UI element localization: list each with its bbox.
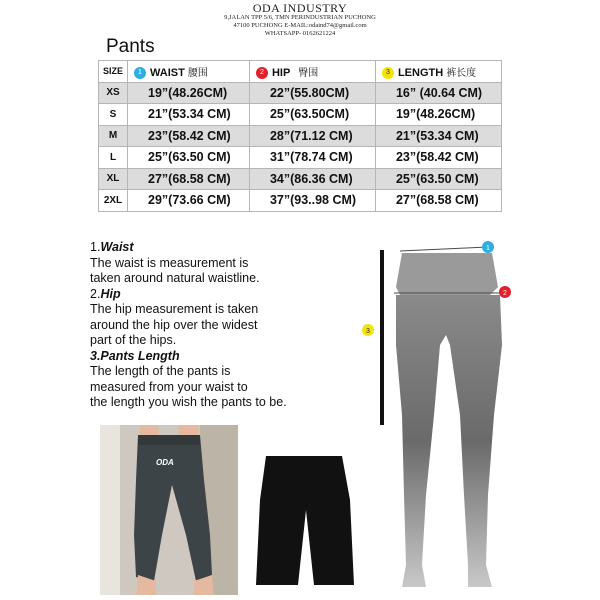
length-measure-bar — [380, 250, 384, 425]
waist-column-header — [128, 61, 250, 83]
hip-marker-badge: 2 — [256, 67, 268, 79]
waist-cell: 27”(68.58 CM) — [128, 168, 250, 190]
waist-cell: 25”(63.50 CM) — [128, 147, 250, 169]
waist-text-line: The waist is measurement is — [90, 255, 249, 270]
hip-column-header — [249, 61, 375, 83]
shorts-illustration — [250, 450, 360, 590]
length-cell: 21”(53.34 CM) — [375, 125, 501, 147]
page-title: Pants — [106, 36, 155, 57]
table-row — [99, 82, 502, 104]
waist-cell: 19”(48.26CM) — [128, 82, 250, 104]
table-row — [99, 104, 502, 126]
measurement-diagram — [360, 235, 530, 595]
size-chart-table — [98, 60, 502, 212]
hip-cell: 28”(71.12 CM) — [249, 125, 375, 147]
company-header — [170, 2, 430, 38]
waist-heading-number: 1. — [90, 240, 101, 254]
size-cell: XS — [99, 82, 128, 104]
hip-cell: 34”(86.36 CM) — [249, 168, 375, 190]
company-name: ODA INDUSTRY — [252, 1, 348, 15]
waist-text-line: taken around natural waistline. — [90, 271, 260, 285]
hip-cell: 25”(63.50CM) — [249, 104, 375, 126]
waist-cell: 23”(58.42 CM) — [128, 125, 250, 147]
hip-text-line: part of the hips. — [90, 333, 177, 347]
waist-heading — [90, 240, 370, 256]
size-cell: S — [99, 104, 128, 126]
photo-wall — [100, 425, 120, 595]
hip-text-line: around the hip over the widest — [90, 317, 258, 332]
size-cell: 2XL — [99, 190, 128, 212]
hip-cell: 37”(93..98 CM) — [249, 190, 375, 212]
length-text-line: The length of the pants is — [90, 364, 231, 378]
model-photo — [100, 425, 238, 595]
hip-header-chinese: 臀围 — [298, 67, 319, 79]
hip-heading-number: 2. — [90, 286, 101, 301]
size-column-header: SIZE — [99, 61, 128, 83]
size-cell: M — [99, 125, 128, 147]
measurement-instructions — [90, 240, 370, 411]
diagram-legs — [396, 295, 502, 587]
waist-cell: 21”(53.34 CM) — [128, 104, 250, 126]
length-cell: 16” (40.64 CM) — [375, 82, 501, 104]
company-whatsapp: WHATSAPP- 0162621224 — [264, 30, 336, 37]
length-marker-number: 3 — [366, 328, 370, 335]
length-column-header — [375, 61, 501, 83]
company-address-line-1: 9,JALAN TPP 5/6, TMN PERINDUSTRIAN PUCHONG — [224, 14, 376, 21]
table-header-row — [99, 61, 502, 83]
length-header-label: LENGTH — [397, 66, 444, 79]
length-marker-badge: 3 — [382, 67, 394, 79]
length-text-line: measured from your waist to — [90, 379, 248, 394]
length-text-line: the length you wish the pants to be. — [90, 395, 287, 409]
waist-marker-number: 1 — [486, 245, 490, 252]
waist-marker-badge: 1 — [134, 67, 146, 79]
hip-header-label: HIP — [271, 66, 291, 79]
waist-header-chinese: 腰围 — [187, 67, 208, 79]
length-cell: 19”(48.26CM) — [375, 104, 501, 126]
hip-text-line: The hip measurement is taken — [90, 302, 259, 316]
table-row — [99, 147, 502, 169]
company-address-line-2: 47100 PUCHONG E-MAIL:odaind74@gmail.com — [233, 22, 367, 29]
waist-heading-title: Waist — [100, 240, 134, 254]
hip-heading-title: Hip — [100, 286, 121, 301]
length-header-chinese: 裤长度 — [446, 67, 477, 79]
length-cell: 25”(63.50 CM) — [375, 168, 501, 190]
size-cell: L — [99, 147, 128, 169]
length-cell: 23”(58.42 CM) — [375, 147, 501, 169]
table-row — [99, 168, 502, 190]
hip-cell: 31”(78.74 CM) — [249, 147, 375, 169]
waist-header-label: WAIST — [150, 66, 185, 79]
model-waistband — [138, 435, 200, 445]
pants-logo: ODA — [156, 458, 174, 467]
waist-measure-line — [400, 247, 488, 251]
table-row — [99, 125, 502, 147]
size-cell: XL — [99, 168, 128, 190]
length-cell: 27”(68.58 CM) — [375, 190, 501, 212]
waist-cell: 29”(73.66 CM) — [128, 190, 250, 212]
table-row — [99, 190, 502, 212]
diagram-waist-area — [396, 253, 498, 295]
shorts-silhouette — [256, 456, 354, 585]
hip-heading — [90, 287, 370, 303]
hip-marker-number: 2 — [503, 290, 507, 297]
length-heading: 3.Pants Length — [90, 348, 180, 363]
hip-cell: 22”(55.80CM) — [249, 82, 375, 104]
